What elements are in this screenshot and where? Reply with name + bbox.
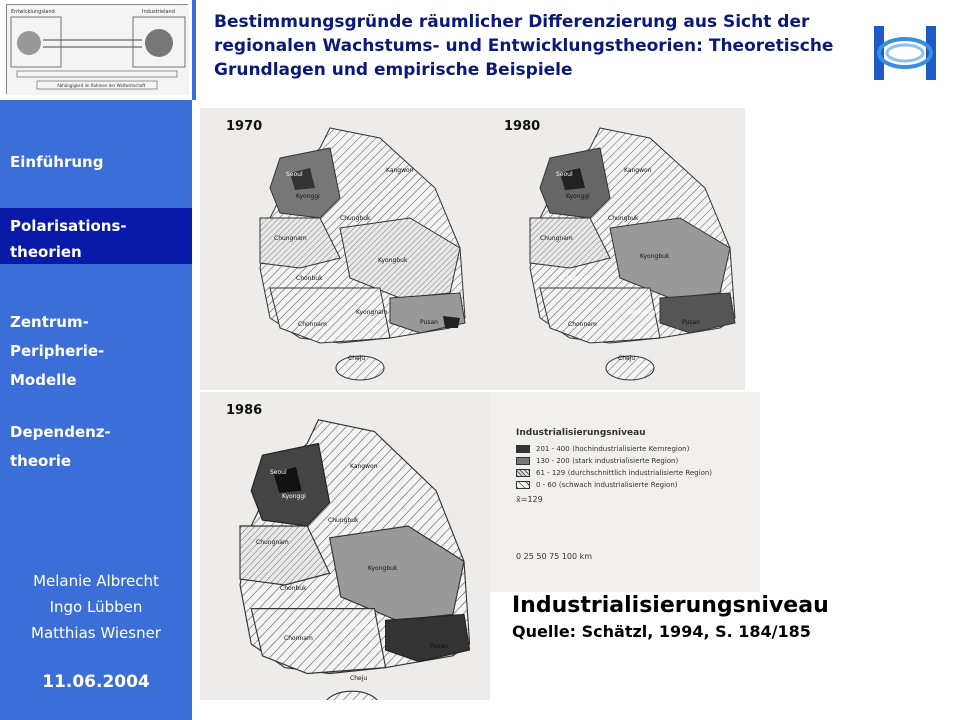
region-label: Seoul bbox=[556, 171, 573, 178]
legend-item bbox=[516, 444, 756, 453]
region-label: Pusan bbox=[430, 643, 448, 650]
legend-item bbox=[516, 480, 756, 489]
region-label: Pusan bbox=[682, 319, 700, 326]
author-name: Matthias Wiesner bbox=[31, 624, 161, 642]
author-name: Melanie Albrecht bbox=[33, 572, 159, 590]
sidebar-item-label: Polarisations- bbox=[10, 217, 127, 235]
sidebar-item-label: theorien bbox=[10, 243, 82, 261]
sidebar-item-label: Zentrum- bbox=[10, 313, 89, 331]
header bbox=[196, 0, 960, 100]
region-label: Seoul bbox=[286, 171, 303, 178]
region-label: Chonbuk bbox=[296, 275, 323, 282]
legend-desc: (stark industrialisierte Region) bbox=[572, 456, 679, 465]
sidebar-item-label: Modelle bbox=[10, 371, 77, 389]
legend-desc: (hochindustrialisierte Kernregion) bbox=[572, 444, 690, 453]
region-label: Chungbuk bbox=[608, 215, 639, 222]
region-label: Chonnam bbox=[284, 635, 313, 642]
sidebar-item-label: Peripherie- bbox=[10, 342, 105, 360]
region-label: Chonnam bbox=[298, 321, 327, 328]
caption-title: Industrialisierungsniveau bbox=[512, 593, 829, 618]
region-label: Pusan bbox=[420, 319, 438, 326]
sidebar-item-label: Dependenz- bbox=[10, 423, 111, 441]
map-1970 bbox=[200, 108, 490, 390]
region-label: Kyonggi bbox=[566, 193, 590, 200]
region-label: Kyongnam bbox=[356, 309, 388, 316]
legend-title: Industrialisierungsniveau bbox=[516, 428, 646, 438]
legend-desc: (schwach industrialisierte Region) bbox=[558, 480, 678, 489]
page-title: Bestimmungsgründe räumlicher Differenzierung aus Sicht der regionalen Wachstums- und Entwicklungstheorien: Theoretische Grundlagen und empirische Beispiele bbox=[214, 12, 834, 80]
dependency-diagram-thumbnail bbox=[6, 4, 188, 94]
region-label: Kangwon bbox=[350, 463, 378, 470]
region-label: Kyongnam bbox=[628, 309, 660, 316]
region-label: Cheju bbox=[350, 675, 368, 682]
map-year-1970: 1970 bbox=[226, 119, 263, 134]
region-label: Kyongbuk bbox=[368, 565, 398, 572]
region-label: Kyonggi bbox=[282, 493, 306, 500]
legend-item bbox=[516, 456, 756, 465]
legend-mean: x̄=129 bbox=[516, 495, 543, 504]
map-1980 bbox=[490, 108, 745, 390]
figure-caption bbox=[512, 592, 952, 644]
authors bbox=[0, 568, 192, 646]
region-label: Chonnam bbox=[568, 321, 597, 328]
region-label: Cheju bbox=[618, 355, 636, 362]
region-label: Kyongbuk bbox=[378, 257, 408, 264]
svg-text:Industrieland: Industrieland bbox=[142, 9, 175, 15]
legend-range: 130 - 200 bbox=[536, 456, 570, 465]
legend-item bbox=[516, 468, 756, 477]
caption-source: Quelle: Schätzl, 1994, S. 184/185 bbox=[512, 622, 811, 641]
presentation-date: 11.06.2004 bbox=[42, 672, 150, 692]
legend-swatch bbox=[516, 481, 530, 489]
legend-swatch bbox=[516, 469, 530, 477]
region-label: Kyonggi bbox=[296, 193, 320, 200]
region-label: Chungnam bbox=[256, 539, 289, 546]
region-label: Chonbuk bbox=[562, 275, 589, 282]
region-label: Kangwon bbox=[386, 167, 414, 174]
scale-bar-label: 0 25 50 75 100 km bbox=[516, 552, 593, 561]
region-label: Kyongbuk bbox=[640, 253, 670, 260]
region-label: Cheju bbox=[348, 355, 366, 362]
map-year-1986: 1986 bbox=[226, 403, 263, 418]
sidebar-item-polarisationstheorien[interactable] bbox=[0, 208, 192, 264]
region-label: Seoul bbox=[270, 469, 287, 476]
legend-range: 0 - 60 bbox=[536, 480, 557, 489]
region-label: Chungbuk bbox=[340, 215, 371, 222]
legend-range: 61 - 129 bbox=[536, 468, 566, 477]
region-label: Kangwon bbox=[624, 167, 652, 174]
region-label: Chungbuk bbox=[328, 517, 359, 524]
sidebar bbox=[0, 100, 192, 720]
legend-swatch bbox=[516, 457, 530, 465]
legend-range: 201 - 400 bbox=[536, 444, 570, 453]
svg-text:Abhängigkeit im Rahmen der Wel: Abhängigkeit im Rahmen der Weltwirtschaft bbox=[57, 83, 146, 88]
region-label: Kyongnam bbox=[352, 623, 384, 630]
map-legend bbox=[516, 428, 756, 561]
legend-desc: (durchschnittlich industrialisierte Region) bbox=[567, 468, 713, 477]
legend-swatch bbox=[516, 445, 530, 453]
map-year-1980: 1980 bbox=[504, 119, 541, 134]
logo-icon bbox=[872, 22, 938, 84]
sidebar-item-einfuehrung[interactable]: Einführung bbox=[10, 153, 104, 171]
map-1986 bbox=[200, 392, 490, 700]
region-label: Chonbuk bbox=[280, 585, 307, 592]
header-thumbnail-area bbox=[0, 0, 192, 100]
sidebar-item-label: theorie bbox=[10, 452, 72, 470]
svg-text:Entwicklungsland: Entwicklungsland bbox=[11, 9, 55, 15]
region-label: Chungnam bbox=[274, 235, 307, 242]
region-label: Chungnam bbox=[540, 235, 573, 242]
author-name: Ingo Lübben bbox=[49, 598, 143, 616]
